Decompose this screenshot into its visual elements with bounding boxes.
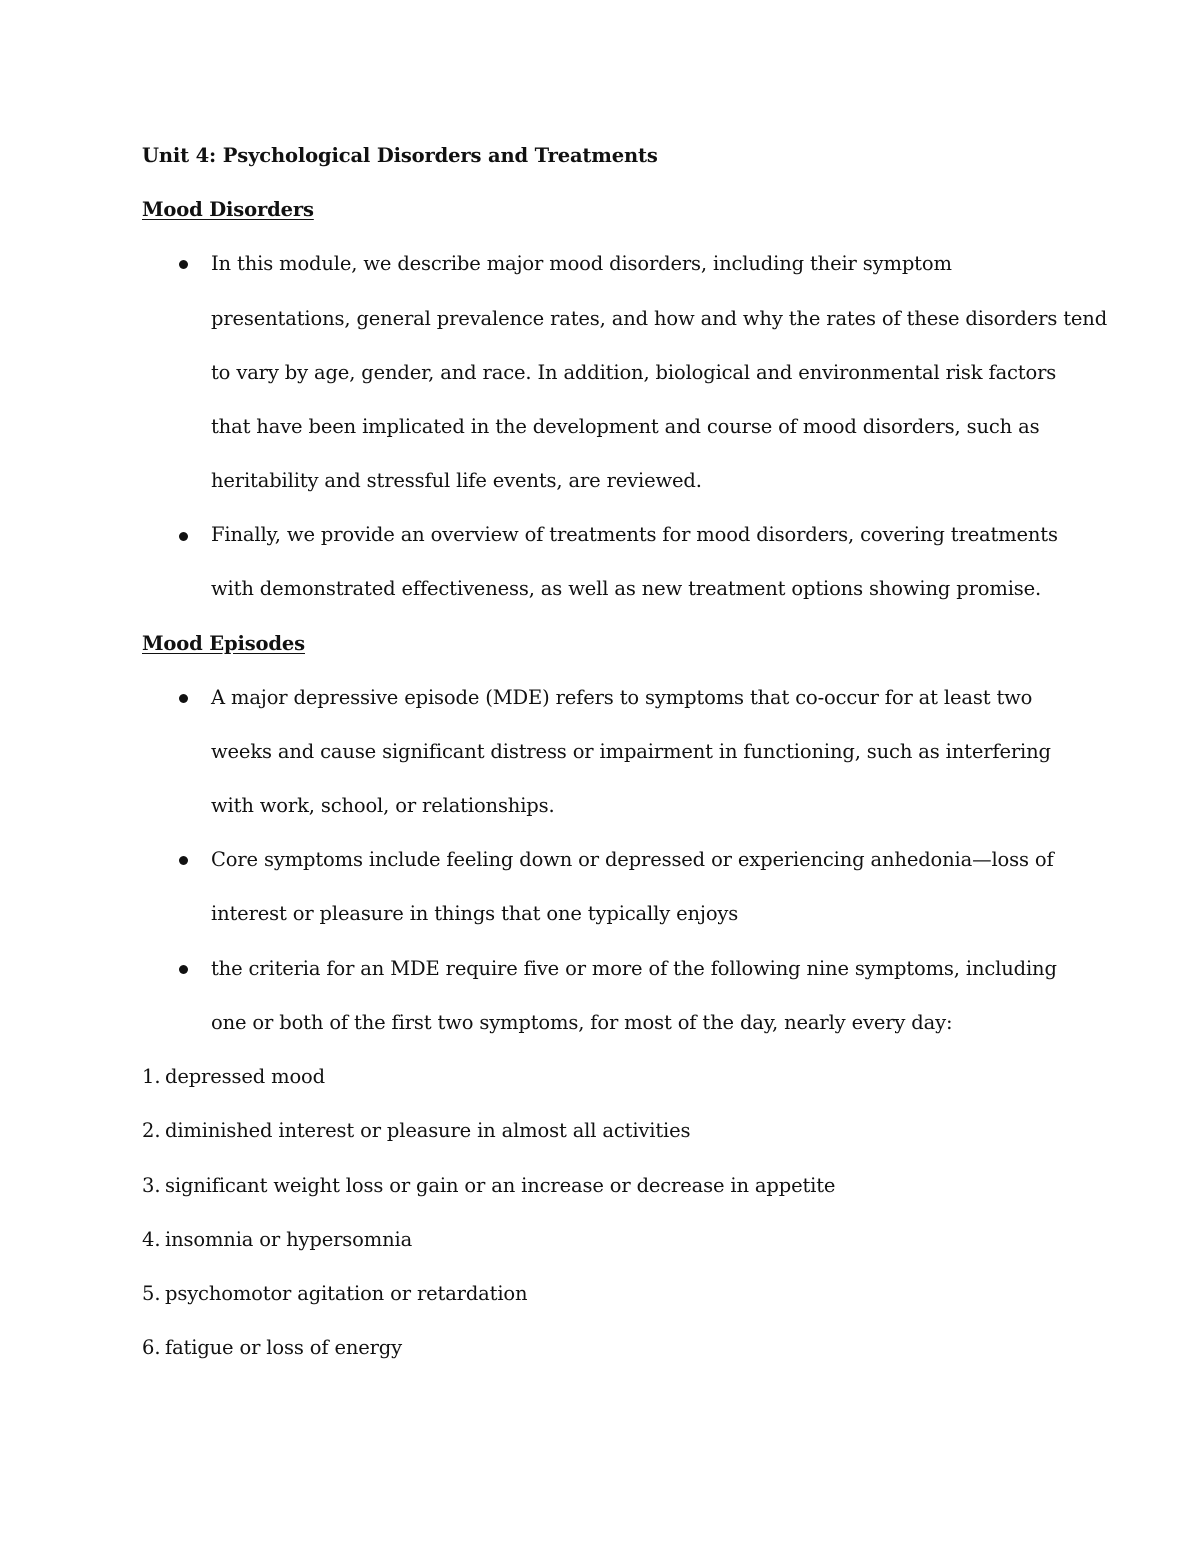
bullet-icon bbox=[179, 694, 188, 703]
list-number: 4. bbox=[142, 1228, 161, 1251]
bullet-text-line: Finally, we provide an overview of treatments for mood disorders, covering treatments bbox=[211, 523, 1058, 546]
bullet-text-line: heritability and stressful life events, are reviewed. bbox=[211, 469, 702, 492]
bullet-text-line: interest or pleasure in things that one typically enjoys bbox=[211, 902, 739, 925]
bullet-text-line: A major depressive episode (MDE) refers to symptoms that co-occur for at least two bbox=[211, 686, 1033, 709]
list-item: insomnia or hypersomnia bbox=[165, 1228, 413, 1251]
bullet-text-line: presentations, general prevalence rates, and how and why the rates of these disorders tend bbox=[211, 307, 1108, 330]
bullet-text-line: weeks and cause significant distress or impairment in functioning, such as interfering bbox=[211, 740, 1051, 763]
list-number: 3. bbox=[142, 1174, 161, 1197]
bullet-text-line: with work, school, or relationships. bbox=[211, 794, 555, 817]
bullet-text-line: that have been implicated in the development and course of mood disorders, such as bbox=[211, 415, 1040, 438]
list-number: 5. bbox=[142, 1282, 161, 1305]
bullet-icon bbox=[179, 532, 188, 541]
list-number: 1. bbox=[142, 1065, 161, 1088]
bullet-icon bbox=[179, 260, 188, 269]
list-item: diminished interest or pleasure in almost all activities bbox=[165, 1119, 691, 1142]
section-heading-mood-disorders: Mood Disorders bbox=[142, 198, 314, 221]
bullet-text-line: to vary by age, gender, and race. In addition, biological and environmental risk factors bbox=[211, 361, 1057, 384]
list-item: psychomotor agitation or retardation bbox=[165, 1282, 528, 1305]
bullet-icon bbox=[179, 965, 188, 974]
bullet-icon bbox=[179, 856, 188, 865]
list-item: significant weight loss or gain or an increase or decrease in appetite bbox=[165, 1174, 836, 1197]
section-heading-mood-episodes: Mood Episodes bbox=[142, 632, 305, 655]
list-number: 2. bbox=[142, 1119, 161, 1142]
list-item: fatigue or loss of energy bbox=[165, 1336, 403, 1359]
bullet-text-line: Core symptoms include feeling down or depressed or experiencing anhedonia—loss of bbox=[211, 848, 1054, 871]
bullet-text-line: the criteria for an MDE require five or more of the following nine symptoms, including bbox=[211, 957, 1057, 980]
list-number: 6. bbox=[142, 1336, 161, 1359]
document-title: Unit 4: Psychological Disorders and Treatments bbox=[142, 144, 658, 167]
bullet-text-line: one or both of the first two symptoms, for most of the day, nearly every day: bbox=[211, 1011, 953, 1034]
bullet-text-line: with demonstrated effectiveness, as well as new treatment options showing promise. bbox=[211, 577, 1042, 600]
list-item: depressed mood bbox=[165, 1065, 325, 1088]
bullet-text-line: In this module, we describe major mood disorders, including their symptom bbox=[211, 252, 952, 275]
